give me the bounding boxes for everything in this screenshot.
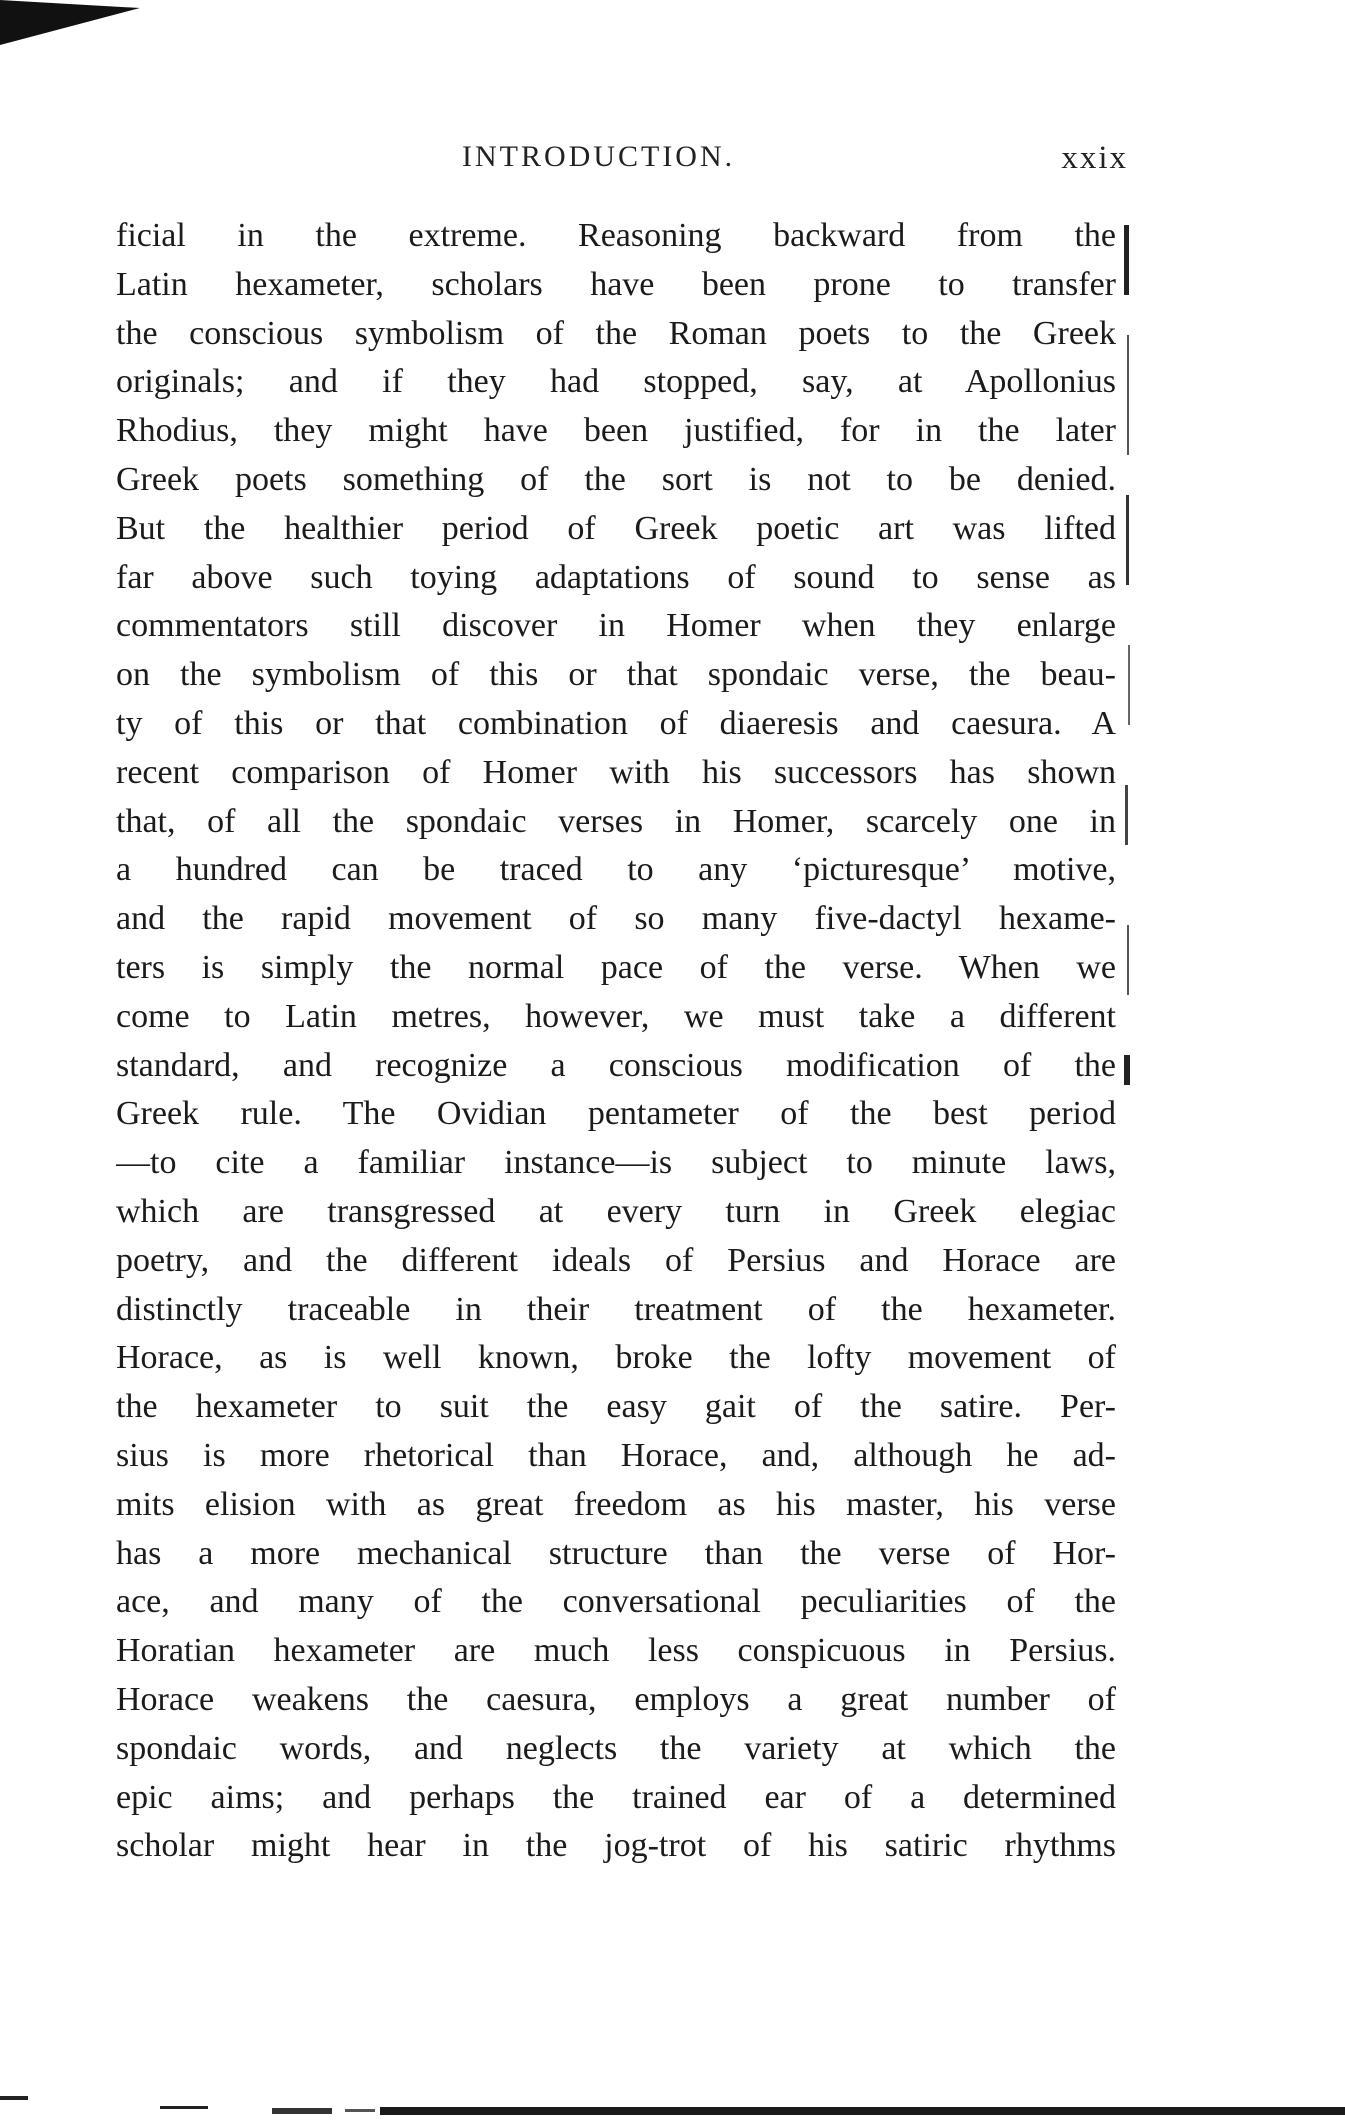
text-line: Horace, as is well known, broke the lofty movement of [116, 1339, 1116, 1377]
text-line: poetry, and the different ideals of Persius and Horace are [116, 1241, 1116, 1279]
text-line: Rhodius, they might have been justified, for in the later [116, 412, 1116, 450]
text-line: which are transgressed at every turn in Greek elegiac [116, 1192, 1116, 1230]
text-line: has a more mechanical structure than the verse of Hor- [116, 1534, 1116, 1572]
text-line: the hexameter to suit the easy gait of the satire. Per- [116, 1388, 1116, 1426]
text-line: Greek rule. The Ovidian pentameter of the best period [116, 1095, 1116, 1133]
text-line: distinctly traceable in their treatment of the hexameter. [116, 1290, 1116, 1328]
text-line: epic aims; and perhaps the trained ear of a determined [116, 1778, 1116, 1816]
page-number: xxix [1061, 140, 1128, 176]
text-line: commentators still discover in Homer when they enlarge [116, 607, 1116, 645]
text-line: ty of this or that combination of diaeresis and caesura. A [116, 704, 1116, 742]
text-line: far above such toying adaptations of sound to sense as [116, 558, 1116, 596]
text-line: and the rapid movement of so many five-dactyl hexame- [116, 900, 1116, 938]
text-line: ficial in the extreme. Reasoning backward from the [116, 217, 1116, 254]
text-line: Horatian hexameter are much less conspicuous in Persius. [116, 1632, 1116, 1670]
margin-scan-marks [1118, 225, 1138, 1125]
text-line: Latin hexameter, scholars have been prone to transfer [116, 265, 1116, 303]
bottom-scan-edge [0, 2090, 1345, 2120]
text-line: But the healthier period of Greek poetic art was lifted [116, 509, 1116, 547]
text-line: the conscious symbolism of the Roman poets to the Greek [116, 314, 1116, 352]
text-line: spondaic words, and neglects the variety at which the [116, 1729, 1116, 1767]
text-line: standard, and recognize a conscious modification of the [116, 1046, 1116, 1084]
text-line: originals; and if they had stopped, say, at Apollonius [116, 363, 1116, 401]
running-title: INTRODUCTION. [462, 140, 736, 173]
text-line: mits elision with as great freedom as his master, his verse [116, 1485, 1116, 1523]
text-line: recent comparison of Homer with his successors has shown [116, 753, 1116, 791]
text-line: come to Latin metres, however, we must take a different [116, 997, 1116, 1035]
text-line: sius is more rhetorical than Horace, and, although he ad- [116, 1436, 1116, 1474]
text-line: —to cite a familiar instance—is subject to minute laws, [116, 1144, 1116, 1182]
text-line: a hundred can be traced to any ‘picturesque’ motive, [116, 851, 1116, 889]
text-line: that, of all the spondaic verses in Homer, scarcely one in [116, 802, 1116, 840]
text-line: scholar might hear in the jog-trot of his satiric rhythms [116, 1827, 1116, 1865]
text-line: Horace weakens the caesura, employs a great number of [116, 1680, 1116, 1718]
text-line: ters is simply the normal pace of the verse. When we [116, 948, 1116, 986]
scan-corner-mark [0, 0, 150, 50]
text-line: ace, and many of the conversational peculiarities of the [116, 1583, 1116, 1621]
body-text [116, 212, 1116, 1871]
running-head [116, 140, 1128, 180]
text-line: Greek poets something of the sort is not to be denied. [116, 460, 1116, 498]
text-line: on the symbolism of this or that spondaic verse, the beau- [116, 656, 1116, 694]
